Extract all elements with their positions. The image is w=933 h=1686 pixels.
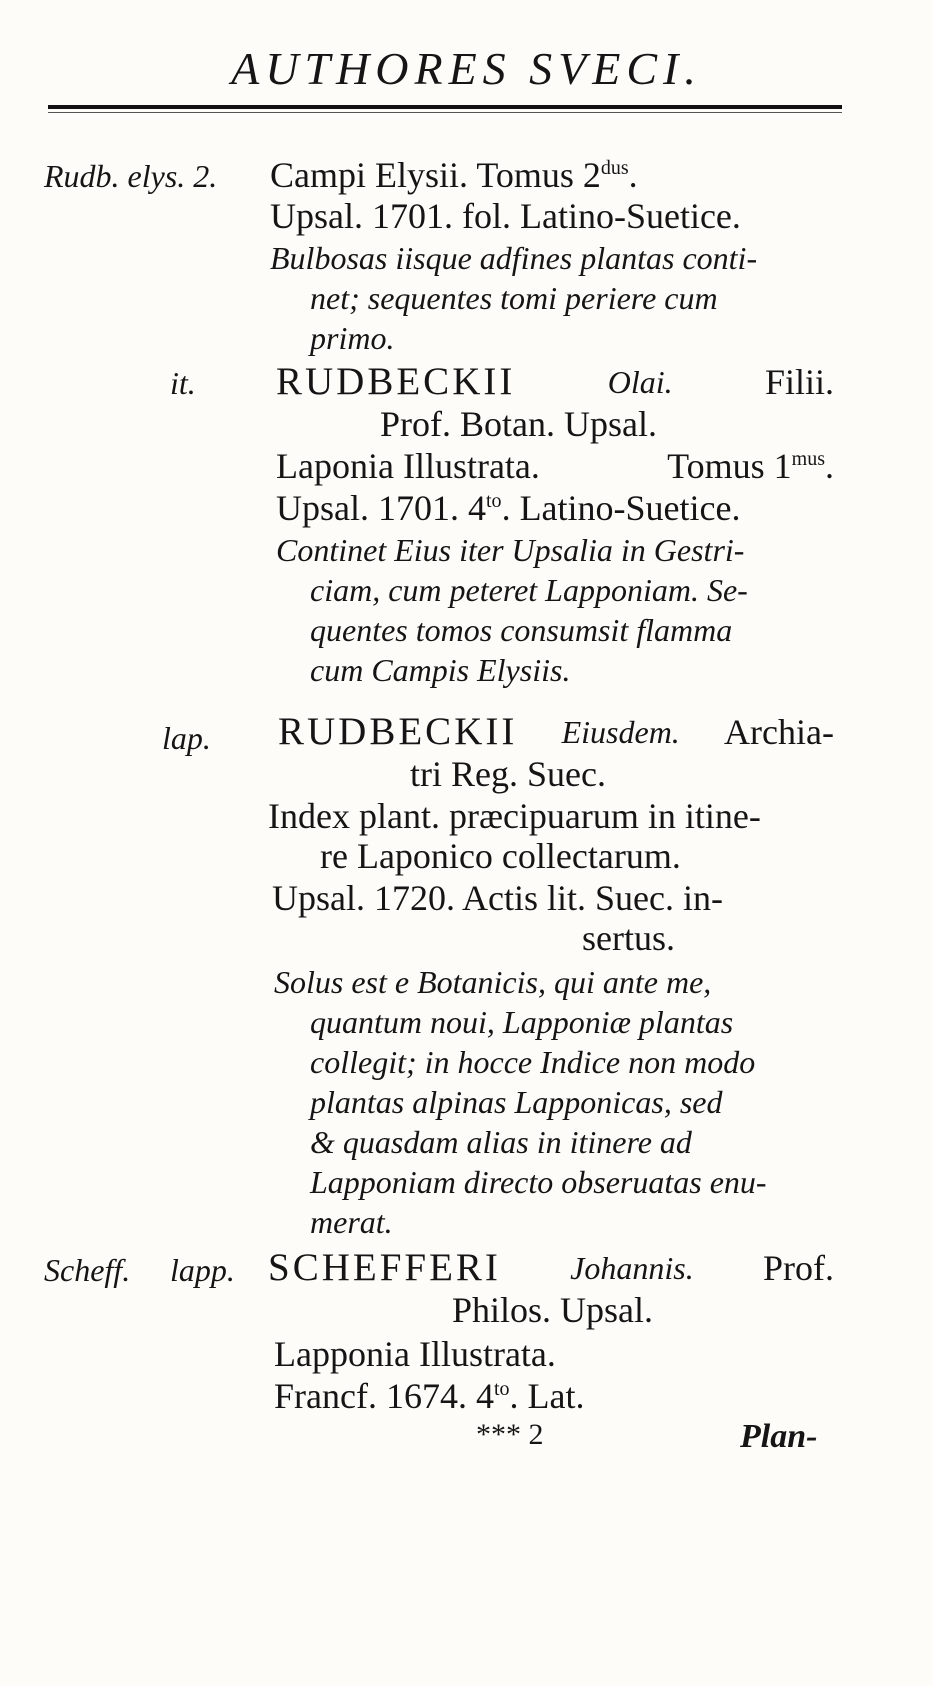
entry-title-line: re Laponico collectarum. [320,836,681,876]
entry-note-line: & quasdam alias in itinere ad [310,1124,692,1160]
entry-note-line: net; sequentes tomi periere cum [310,280,718,316]
author-line: RUDBECKII Eiusdem. Archia- [278,710,834,753]
entry-note-line: Solus est e Botanicis, qui ante me, [274,964,712,1000]
entry-note-line: merat. [310,1204,393,1240]
margin-abbrev: Rudb. elys. 2. [44,158,218,194]
header-rule-thin [48,112,842,113]
entry-note-line: ciam, cum peteret Lapponiam. Se- [310,572,748,608]
entry-title-line: Campi Elysii. Tomus $2^{dus}$. [270,155,638,195]
entry-imprint: sertus. [582,918,675,958]
entry-note-line: collegit; in hocce Indice non modo [310,1044,756,1080]
entry-title-line: Index plant. præcipuarum in itine- [268,796,761,836]
entry-note-line: Continet Eius iter Upsalia in Gestri- [276,532,745,568]
entry-note-line: cum Campis Elysiis. [310,652,571,688]
entry-note-line: Lapponiam directo obseruatas enu- [310,1164,767,1200]
entry-title-line: Lapponia Illustrata. [274,1334,556,1374]
header-rule [48,105,842,109]
entry-note-line: Bulbosas iisque adfines plantas conti- [270,240,758,276]
author-name: RUDBECKII [276,360,516,403]
author-name: RUDBECKII [278,710,518,753]
margin-abbrev: it. [170,365,196,401]
author-position: Prof. Botan. Upsal. [380,404,657,444]
entry-imprint: Upsal. 1720. Actis lit. Suec. in- [272,878,723,918]
catchword: Plan- [740,1418,818,1455]
entry-note-line: quantum noui, Lapponiæ plantas [310,1004,734,1040]
entry-imprint: Upsal. 1701. fol. Latino-Suetice. [270,196,741,236]
entry-imprint: Upsal. 1701. $4^{to}$. Latino-Suetice. [276,488,741,528]
author-line: SCHEFFERI Johannis. Prof. [268,1246,834,1289]
entry-note-line: primo. [310,320,395,356]
running-header: AUTHORES SVECI. [231,43,702,94]
author-name: SCHEFFERI [268,1246,501,1289]
margin-abbrev: lapp. [170,1252,235,1288]
signature-mark: *** 2 [476,1418,544,1451]
author-position: tri Reg. Suec. [410,754,606,794]
margin-abbrev: lap. [162,720,211,756]
author-position: Philos. Upsal. [452,1290,654,1330]
entry-imprint: Francf. 1674. $4^{to}$. Lat. [274,1376,585,1416]
entry-note-line: quentes tomos consumsit flamma [310,612,733,648]
entry-note-line: plantas alpinas Lapponicas, sed [310,1084,723,1120]
author-line: RUDBECKII Olai. Filii. [276,360,834,403]
margin-abbrev: Scheff. [44,1252,131,1288]
entry-title-line: Laponia Illustrata. Tomus $1^{mus}$. [276,446,834,486]
